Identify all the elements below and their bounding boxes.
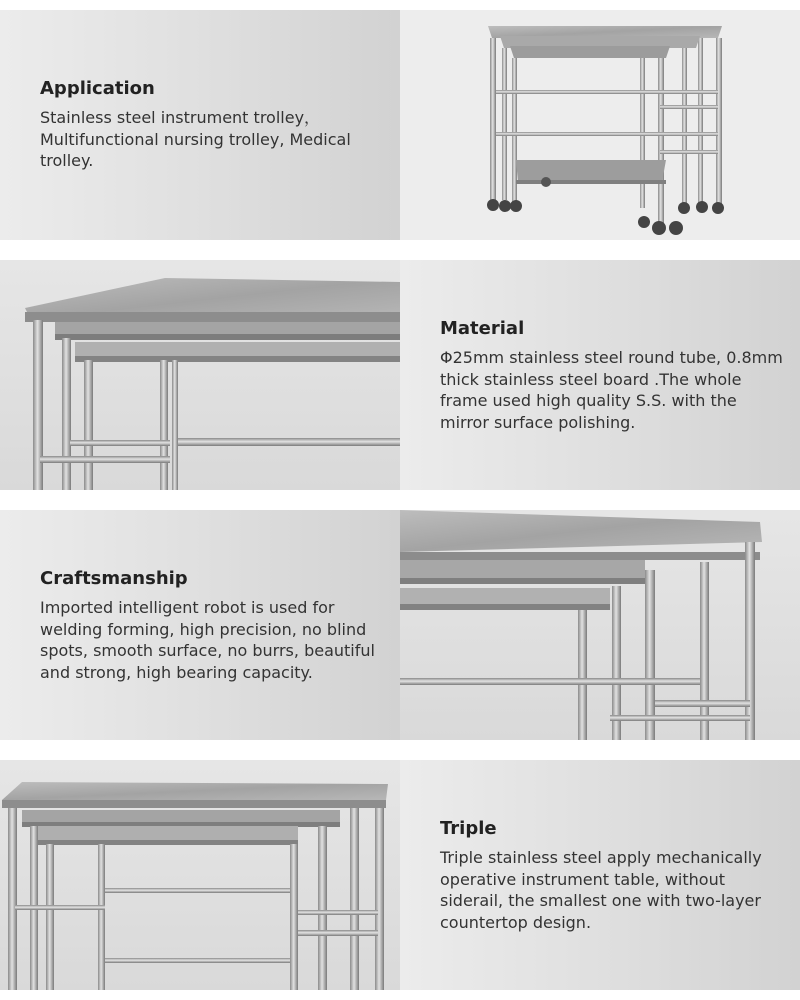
section-description: Φ25mm stainless steel round tube, 0.8mm thick stainless steel board .The whole frame used high quality S.S. with the mirror surface polishing.	[440, 348, 783, 432]
section-title: Craftsmanship	[40, 568, 188, 589]
frame-welding-photo	[400, 510, 800, 740]
craftsmanship-text-panel	[0, 510, 400, 740]
section-material	[0, 260, 800, 490]
table-top-closeup-photo	[0, 260, 400, 490]
section-description: Stainless steel instrument trolley，Multifunctional nursing trolley, Medical trolley.	[40, 108, 351, 170]
triple-text-panel	[400, 760, 800, 990]
triple-table-photo	[0, 760, 400, 990]
section-craftsmanship	[0, 510, 800, 740]
trolley-photo	[400, 10, 800, 240]
section-title: Triple	[440, 818, 497, 839]
material-text-panel	[400, 260, 800, 490]
application-text-panel	[0, 10, 400, 240]
section-title: Application	[40, 78, 155, 99]
section-triple	[0, 760, 800, 990]
section-title: Material	[440, 318, 525, 339]
section-description: Triple stainless steel apply mechanically operative instrument table, without siderail, the smallest one with two-layer countertop design.	[440, 848, 762, 932]
section-description: Imported intelligent robot is used for welding forming, high precision, no blind spots, smooth surface, no burrs, beautiful and strong, high bearing capacity.	[40, 598, 375, 682]
section-application	[0, 10, 800, 240]
